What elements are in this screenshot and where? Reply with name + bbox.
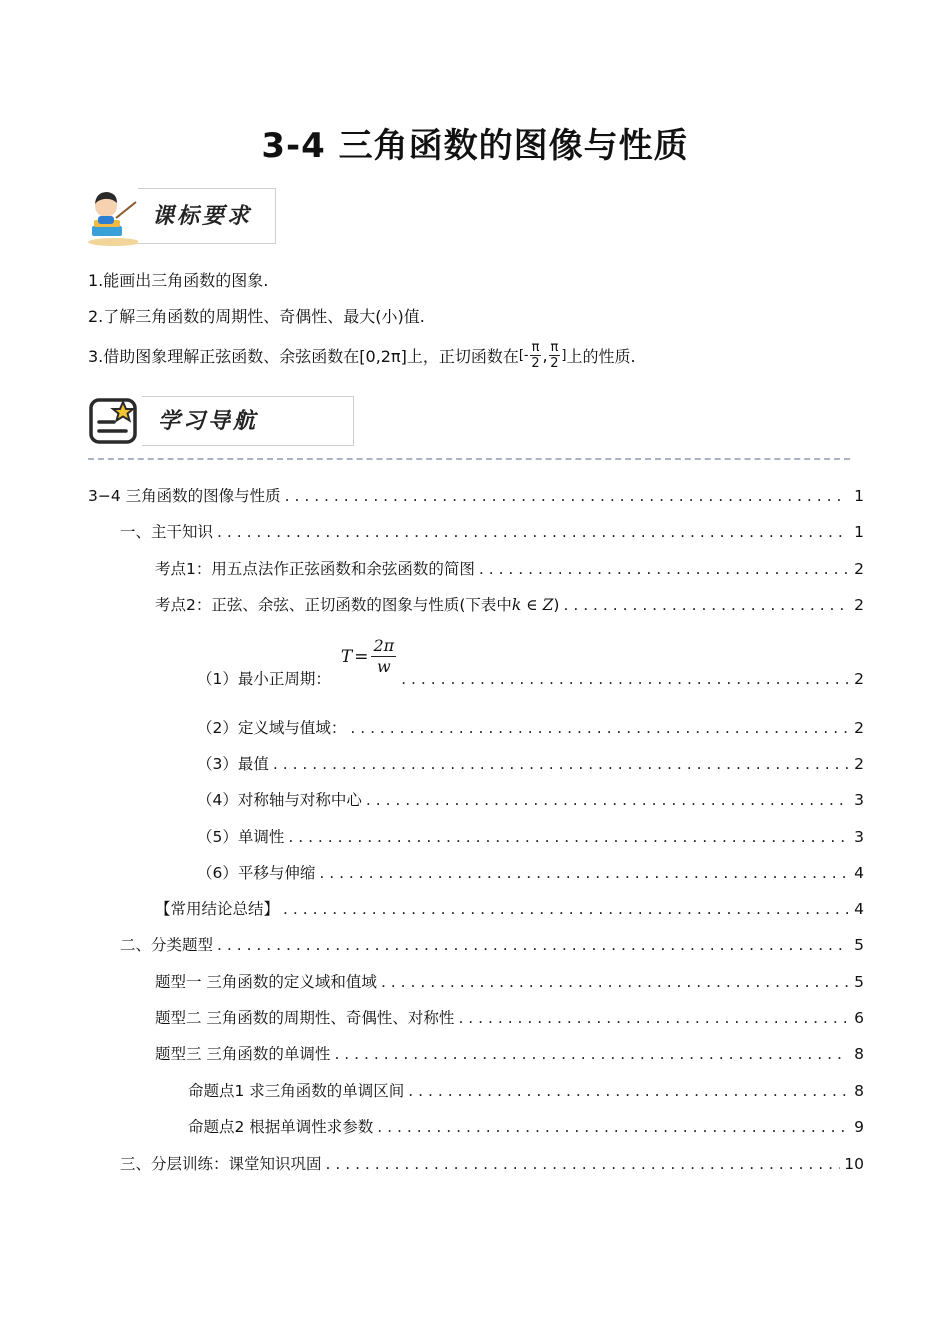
teacher-icon: [86, 186, 142, 246]
toc-entry[interactable]: [188, 1079, 864, 1101]
toc-entry[interactable]: [120, 520, 864, 542]
toc-entry[interactable]: [197, 861, 864, 883]
toc-page-number: 3: [854, 828, 864, 846]
toc-entry-title: 【常用结论总结】: [155, 900, 280, 918]
toc-leader-dots: [273, 755, 848, 773]
toc-leader-dots: [283, 900, 848, 918]
banner-curriculum: [86, 186, 276, 246]
toc-entry-title: （2）定义域与值域：: [197, 719, 347, 737]
toc-leader-dots: [366, 791, 848, 809]
interval-close: ]: [561, 348, 567, 363]
toc-entry-math: k ∈ Z: [511, 596, 554, 614]
toc-leader-dots: [217, 936, 848, 954]
formula-fraction: [371, 636, 396, 677]
toc-leader-dots: [458, 1009, 848, 1027]
requirement-3: [88, 340, 636, 371]
toc-leader-dots: [326, 1155, 841, 1173]
toc-entry-title: 考点1：用五点法作正弦函数和余弦函数的简图: [155, 560, 475, 578]
banner-study-guide: [88, 396, 354, 446]
toc-entry-title: 一、主干知识: [120, 523, 214, 541]
toc-entry[interactable]: [88, 484, 864, 506]
toc-entry[interactable]: [155, 970, 864, 992]
toc-entry-title: 二、分类题型: [120, 936, 214, 954]
toc-entry[interactable]: [197, 752, 864, 774]
toc-leader-dots: [319, 864, 848, 882]
requirement-3-text: 3.借助图象理解正弦函数、余弦函数在[0,2π]上，正切函数在: [88, 347, 519, 366]
toc-entry-title: 题型二 三角函数的周期性、奇偶性、对称性: [155, 1009, 455, 1027]
fraction-pi-over-2: [549, 340, 561, 371]
toc-entry-title: （1）最小正周期：: [197, 669, 331, 688]
toc-page-number: 8: [854, 1082, 864, 1100]
toc-entry-title: 3−4 三角函数的图像与性质: [88, 487, 281, 505]
toc-leader-dots: [334, 1045, 848, 1063]
toc-page-number: 2: [854, 669, 864, 688]
toc-entry[interactable]: [197, 716, 864, 738]
toc-page-number: 2: [854, 596, 864, 614]
requirement-2: 2.了解三角函数的周期性、奇偶性、最大(小)值.: [88, 307, 425, 326]
toc-leader-dots: [350, 719, 848, 737]
toc-entry-title: （3）最值: [197, 755, 269, 773]
toc-entry[interactable]: [120, 1152, 864, 1174]
toc-leader-dots: [479, 560, 848, 578]
toc-page-number: 10: [844, 1155, 864, 1173]
toc-entry[interactable]: [155, 1006, 864, 1028]
formula-numerator: 2π: [373, 636, 395, 655]
formula-lhs: T: [340, 646, 353, 667]
toc-entry-title: 命题点2 根据单调性求参数: [188, 1118, 374, 1136]
toc-entry[interactable]: [197, 825, 864, 847]
toc-entry-title: 题型一 三角函数的定义域和值域: [155, 973, 377, 991]
toc-entry-title: （4）对称轴与对称中心: [197, 791, 362, 809]
toc-page-number: 1: [854, 487, 864, 505]
interval-separator: ,: [542, 346, 548, 365]
toc-entry-title: （6）平移与伸缩: [197, 864, 316, 882]
toc-leader-dots: [377, 1118, 848, 1136]
toc-page-number: 6: [854, 1009, 864, 1027]
toc-leader-dots: [381, 973, 848, 991]
toc-leader-dots: [285, 487, 848, 505]
toc-entry-title: 三、分层训练：课堂知识巩固: [120, 1155, 322, 1173]
toc-page-number: 3: [854, 791, 864, 809]
toc-entry-title: 题型三 三角函数的单调性: [155, 1045, 331, 1063]
toc-page-number: 8: [854, 1045, 864, 1063]
formula-denominator: w: [376, 657, 391, 676]
toc-page-number: 4: [854, 900, 864, 918]
toc-entry[interactable]: [155, 593, 864, 615]
toc-entry-title: 考点2：正弦、余弦、正切函数的图象与性质(下表中: [155, 596, 512, 614]
fraction-numerator: π: [531, 340, 540, 355]
fraction-denominator: 2: [550, 356, 559, 371]
toc-page-number: 2: [854, 719, 864, 737]
toc-entry[interactable]: [155, 1042, 864, 1064]
fraction-denominator: 2: [531, 356, 540, 371]
toc-entry-title: （5）单调性: [197, 828, 285, 846]
toc-entry[interactable]: [120, 933, 864, 955]
toc-page-number: 5: [854, 936, 864, 954]
toc-page-number: 5: [854, 973, 864, 991]
toc-page-number: 9: [854, 1118, 864, 1136]
banner-study-guide-label: 学习导航: [142, 396, 354, 446]
toc-page-number: 1: [854, 523, 864, 541]
toc-entry[interactable]: [155, 897, 864, 919]
toc-leader-dots: [401, 670, 848, 688]
toc-page-number: 2: [854, 755, 864, 773]
toc-entry[interactable]: [197, 788, 864, 810]
toc-leader-dots: [288, 828, 848, 846]
toc-entry[interactable]: [155, 557, 864, 579]
fraction-neg-pi-over-2: [530, 340, 542, 371]
page-title: 3-4 三角函数的图像与性质: [261, 126, 689, 166]
divider: [88, 458, 850, 460]
banner-curriculum-label: 课标要求: [138, 188, 276, 244]
toc-entry-title: 命题点1 求三角函数的单调区间: [188, 1082, 405, 1100]
toc-page-number: 2: [854, 560, 864, 578]
interval-open: [-: [518, 348, 529, 363]
fraction-numerator: π: [550, 340, 559, 355]
formula-equals: =: [354, 646, 369, 667]
toc-page-number: 4: [854, 864, 864, 882]
notebook-star-icon: [88, 396, 140, 446]
toc-leader-dots: [563, 596, 848, 614]
period-formula: [341, 636, 397, 677]
toc-leader-dots: [217, 523, 848, 541]
toc-entry-tail: ): [553, 596, 560, 614]
toc-leader-dots: [408, 1082, 848, 1100]
requirement-3-suffix: 上的性质.: [566, 347, 636, 366]
toc-entry[interactable]: [188, 1115, 864, 1137]
requirement-1: 1.能画出三角函数的图象.: [88, 271, 269, 290]
